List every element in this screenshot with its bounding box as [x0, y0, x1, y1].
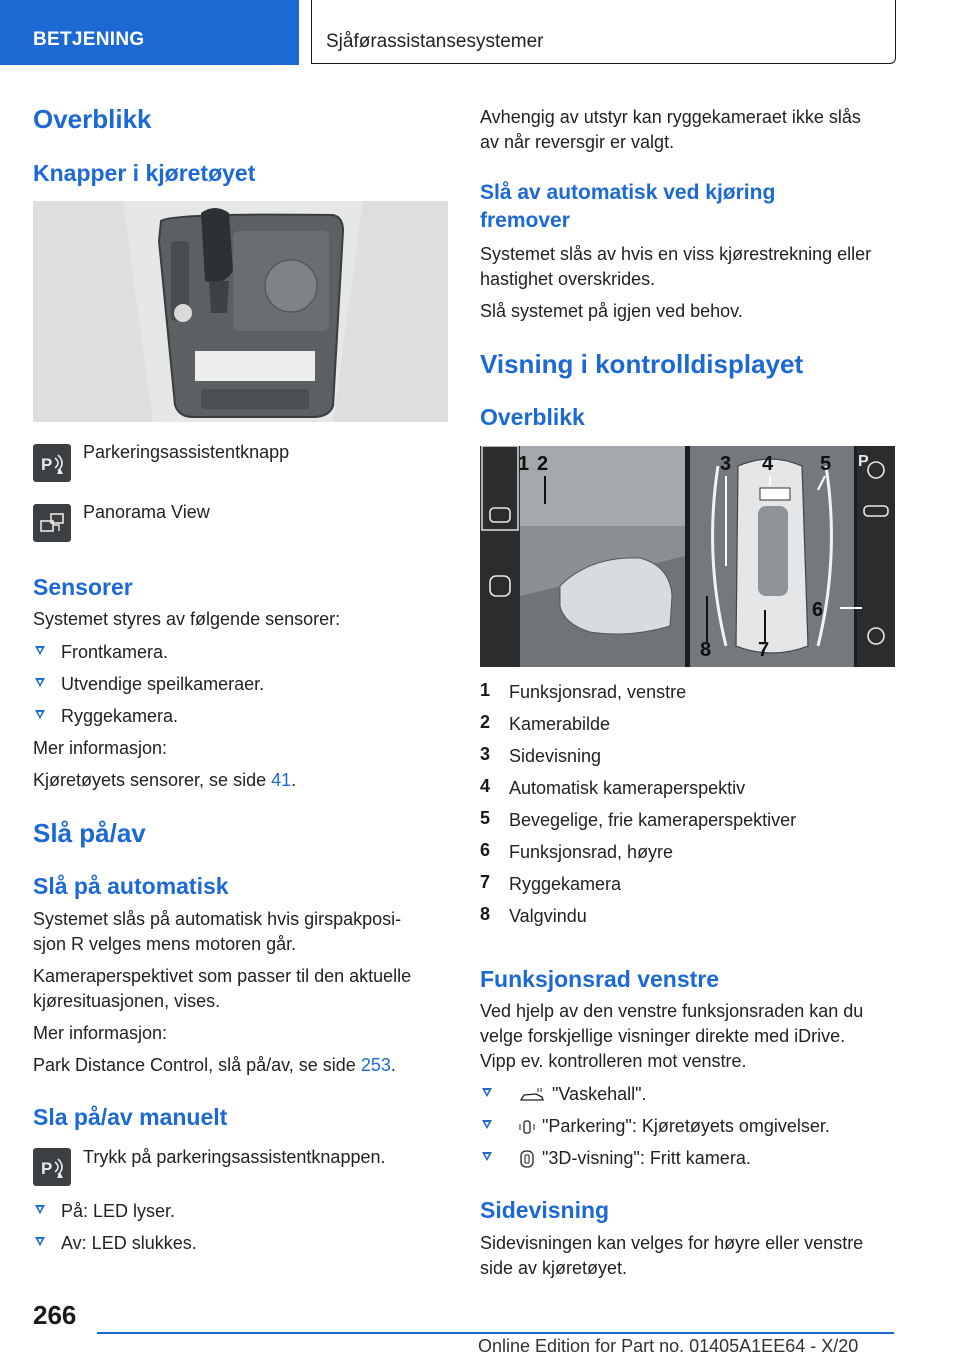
heading-sla-pa-av: Slå på/av — [33, 818, 146, 848]
callout-1: 1 — [518, 453, 530, 475]
legend-number: 1 — [480, 680, 491, 700]
page-link-41[interactable]: 41 — [271, 770, 292, 790]
button2-label: Panorama View — [83, 502, 210, 522]
callout-7: 7 — [758, 639, 770, 661]
callout-2: 2 — [537, 453, 549, 475]
header-section-tab — [0, 0, 299, 65]
sensorer-intro: Systemet styres av følgende sensorer: — [33, 609, 341, 629]
heading-sla-pa-automatisk: Slå på automatisk — [33, 873, 229, 899]
button1-label: Parkeringsassistentknapp — [83, 442, 290, 462]
legend-text: Bevegelige, frie kameraperspektiver — [509, 810, 797, 830]
pdc-reference: Park Distance Control, slå på/av, se side 253. — [33, 1055, 396, 1075]
parking-assistant-button-icon — [33, 444, 71, 482]
heading-sensorer: Sensorer — [33, 574, 133, 600]
page-link-253[interactable]: 253 — [360, 1055, 391, 1075]
header-section-label: BETJENING — [33, 29, 145, 50]
legend-number: 3 — [480, 744, 491, 764]
callout-4: 4 — [762, 453, 774, 475]
legend-number: 4 — [480, 776, 491, 796]
heading-sidevisning: Sidevisning — [480, 1197, 610, 1223]
legend-text: Valgvindu — [509, 906, 587, 926]
legend-text: Ryggekamera — [509, 874, 622, 894]
header-chapter-label: Sjåførassistansesystemer — [326, 31, 544, 52]
page-number: 266 — [33, 1300, 77, 1330]
sensor-reference: Kjøretøyets sensorer, se side 41. — [33, 770, 297, 790]
svg-text:P: P — [858, 453, 869, 470]
auto-av-paragraph-2: Slå systemet på igjen ved behov. — [480, 301, 743, 321]
legend-number: 2 — [480, 712, 491, 732]
parking-surroundings-icon — [518, 1117, 536, 1137]
heading-visning: Visning i kontrolldisplayet — [480, 349, 804, 379]
legend-number: 7 — [480, 872, 491, 892]
panorama-view-button-icon — [33, 504, 71, 542]
auto-av-paragraph-1: Systemet slås av hvis en viss kjørestrekning eller hastighet overskrides. — [480, 244, 872, 289]
funksjonsrad-paragraph: Ved hjelp av den venstre funksjonsraden kan du velge forskjellige visninger direkte med iDrive. Vipp ev. kontrolleren mot venstre. — [480, 1001, 864, 1071]
parking-assistant-button-icon — [33, 1148, 71, 1186]
footer-rule — [97, 1332, 894, 1334]
legend-number: 5 — [480, 808, 491, 828]
legend-number: 8 — [480, 904, 491, 924]
footer-edition: Online Edition for Part no. 01405A1EE64 - X/20 — [478, 1336, 859, 1356]
control-display-image — [480, 446, 895, 667]
intro-paragraph: Avhengig av utstyr kan ryggekameraet ikke slås av når reversgir er valgt. — [480, 107, 861, 152]
heading-overblikk: Overblikk — [33, 104, 152, 134]
callout-5: 5 — [820, 453, 832, 475]
manuelt-text: Trykk på parkeringsassistentknappen. — [83, 1147, 386, 1167]
car-wash-icon — [518, 1086, 546, 1104]
heading-funksjonsrad-venstre: Funksjonsrad venstre — [480, 966, 720, 992]
legend-number: 6 — [480, 840, 491, 860]
header-chapter-box — [311, 0, 896, 64]
sidevisning-paragraph: Sidevisningen kan velges for høyre eller venstre side av kjøretøyet. — [480, 1233, 864, 1278]
auto-paragraph-1: Systemet slås på automatisk hvis girspakposi- sjon R velges mens motoren går. — [33, 909, 402, 954]
mer-informasjon: Mer informasjon: — [33, 1023, 168, 1043]
legend-text: Sidevisning — [509, 746, 602, 766]
auto-paragraph-2: Kameraperspektivet som passer til den aktuelle kjøresituasjonen, vises. — [33, 966, 412, 1011]
heading-manuelt: Sla på/av manuelt — [33, 1104, 228, 1130]
heading-overblikk-2: Overblikk — [480, 404, 585, 430]
legend-text: Funksjonsrad, venstre — [509, 682, 687, 702]
legend-text: Kamerabilde — [509, 714, 611, 734]
callout-8: 8 — [700, 639, 712, 661]
legend-text: Automatisk kameraperspektiv — [509, 778, 746, 798]
center-console-image — [33, 201, 448, 422]
svg-text:P: P — [41, 1159, 53, 1178]
3d-view-icon — [518, 1149, 536, 1169]
heading-sla-av-automatisk: Slå av automatisk ved kjøring fremover — [480, 181, 776, 232]
svg-text:P: P — [41, 455, 53, 474]
legend-text: Funksjonsrad, høyre — [509, 842, 674, 862]
heading-knapper: Knapper i kjøretøyet — [33, 160, 256, 186]
callout-6: 6 — [812, 599, 824, 621]
callout-3: 3 — [720, 453, 732, 475]
mer-informasjon: Mer informasjon: — [33, 738, 168, 758]
